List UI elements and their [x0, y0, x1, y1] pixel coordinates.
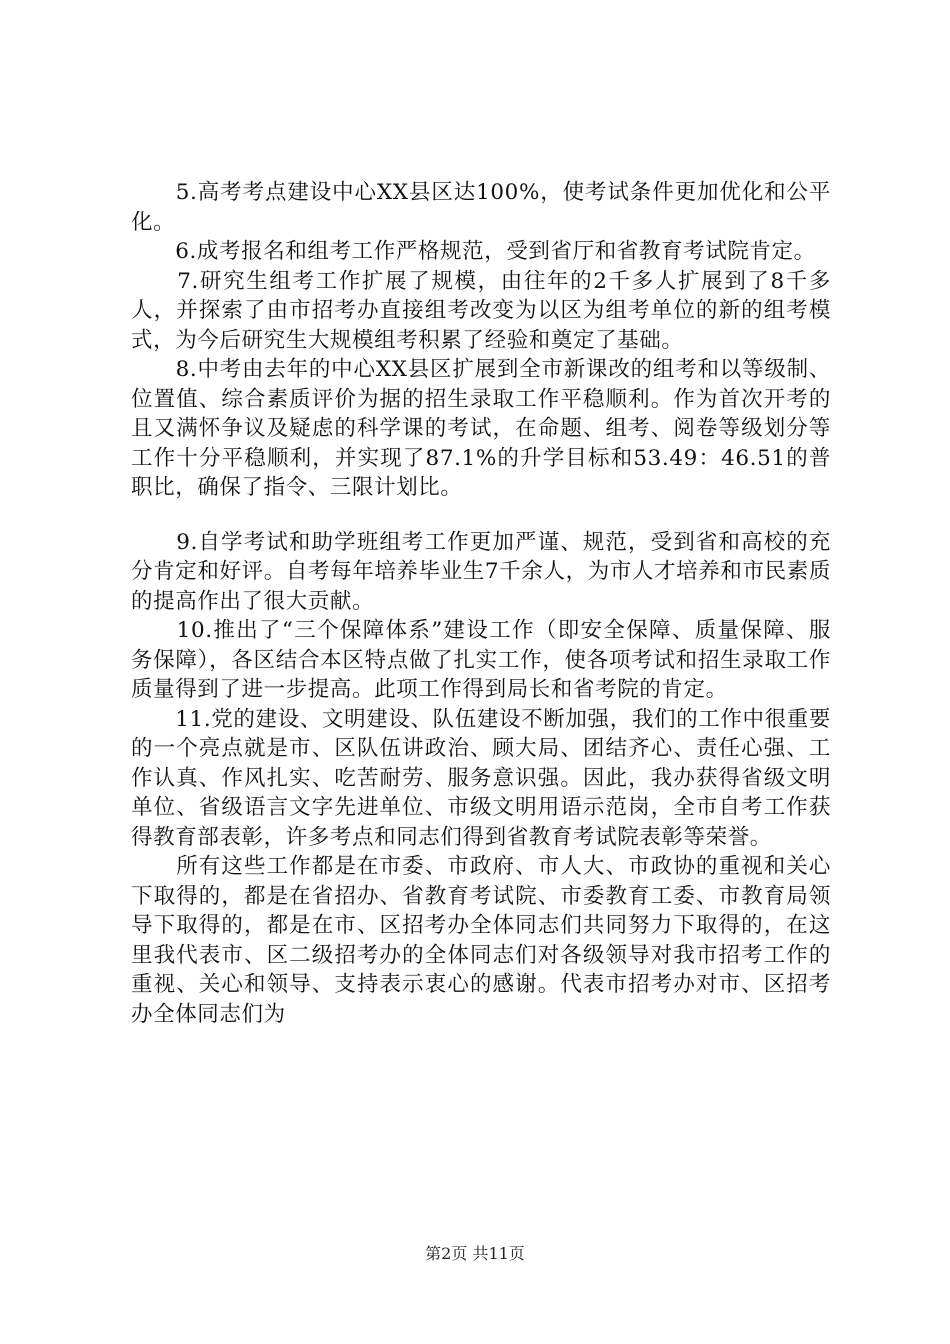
paragraph-item-5: 5.高考考点建设中心XX县区达100%，使考试条件更加优化和公平化。 [131, 180, 831, 235]
paragraph-item-9: 9.自学考试和助学班组考工作更加严谨、规范，受到省和高校的充分肯定和好评。自考每年培养毕业生7千余人，为市人才培养和市民素质的提高作出了很大贡献。 [131, 529, 831, 614]
paragraph-summary: 所有这些工作都是在市委、市政府、市人大、市政协的重视和关心下取得的，都是在省招办、省教育考试院、市委教育工委、市教育局领导下取得的，都是在市、区招考办全体同志们共同努力下取得的，在这里我代表市、区二级招考办的全体同志们对各级领导对我市招考工作的重视、关心和领导、支持表示衷心的感谢。代表市招考办对市、区招考办全体同志们为 [131, 854, 831, 1027]
page-number-footer: 第2页 共11页 [425, 1244, 525, 1263]
paragraph-item-7: 7.研究生组考工作扩展了规模，由往年的2千多人扩展到了8千多人，并探索了由市招考办直接组考改变为以区为组考单位的新的组考模式，为今后研究生大规模组考积累了经验和奠定了基础。 [131, 268, 831, 353]
paragraph-item-11: 11.党的建设、文明建设、队伍建设不断加强，我们的工作中很重要的一个亮点就是市、区队伍讲政治、顾大局、团结齐心、责任心强、工作认真、作风扎实、吃苦耐劳、服务意识强。因此，我办获得省级文明单位、省级语言文字先进单位、市级文明用语示范岗，全市自考工作获得教育部表彰，许多考点和同志们得到省教育考试院表彰等荣誉。 [131, 706, 831, 850]
paragraph-item-10: 10.推出了“三个保障体系”建设工作（即安全保障、质量保障、服务保障），各区结合本区特点做了扎实工作，使各项考试和招生录取工作质量得到了进一步提高。此项工作得到局长和省考院的肯定。 [131, 618, 831, 702]
document-body [131, 178, 831, 1029]
paragraph-item-8: 8.中考由去年的中心XX县区扩展到全市新课改的组考和以等级制、位置值、综合素质评价为据的招生录取工作平稳顺利。作为首次开考的且又满怀争议及疑虑的科学课的考试，在命题、组考、阅卷等级划分等工作十分平稳顺利，并实现了87.1%的升学目标和53.49：46.51的普职比，确保了指令、三限计划比。 [131, 357, 831, 500]
paragraph-spacer [131, 503, 831, 528]
paragraph-item-6: 6.成考报名和组考工作严格规范，受到省厅和省教育考试院肯定。 [131, 239, 816, 264]
